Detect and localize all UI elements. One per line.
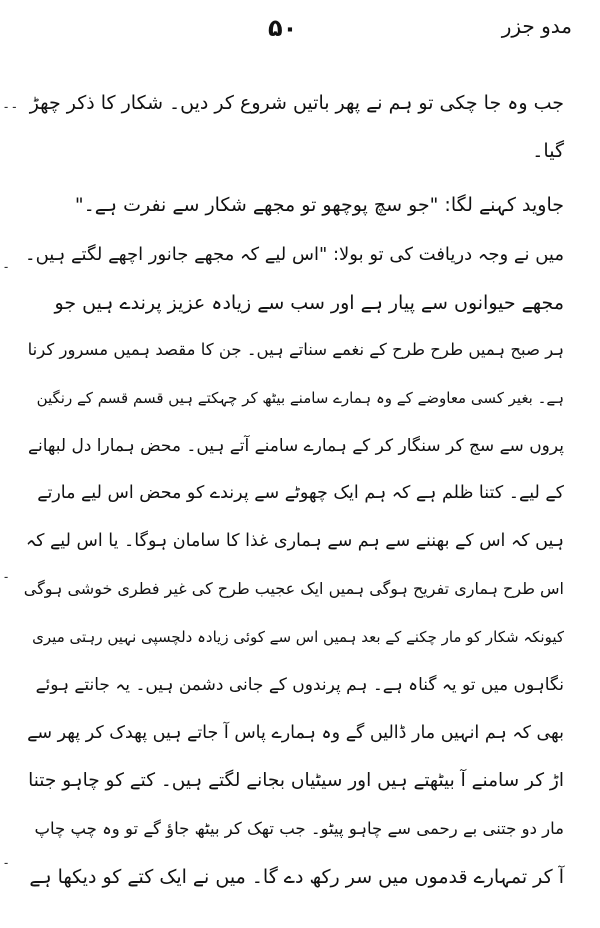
body-line: ہر صبح ہمیں طرح طرح کے نغمے سناتے ہیں۔ جن کا مقصد ہمیں مسرور کرنا (27, 340, 564, 359)
body-line: اڑ کر سامنے آ بیٹھتے ہیں اور سیٹیاں بجانے لگتے ہیں۔ کتے کو چاہو جتنا (28, 770, 564, 791)
margin-mark: ۔ (2, 566, 11, 582)
body-line: گیا۔ (532, 140, 564, 162)
body-line: مجھے حیوانوں سے پیار ہے اور سب سے زیادہ عزیز پرندے ہیں جو (54, 292, 564, 314)
body-line: جب وہ جا چکی تو ہم نے پھر باتیں شروع کر دیں۔ شکار کا ذکر چھڑ (29, 92, 564, 114)
body-line: کے لیے۔ کتنا ظلم ہے کہ ہم ایک چھوٹے سے پرندے کو محض اس لیے مارتے (37, 483, 564, 503)
body-line: بھی کہ ہم انہیں مار ڈالیں گے وہ ہمارے پاس آ جاتے ہیں پھدک کر پھر سے (27, 723, 564, 743)
body-line: مار دو جتنی بے رحمی سے چاہو پیٹو۔ جب تھک کر بیٹھ جاؤ گے تو وہ چپ چاپ (34, 819, 564, 838)
body-line: نگاہوں میں تو یہ گناہ ہے۔ ہم پرندوں کے جانی دشمن ہیں۔ یہ جانتے ہوئے (35, 675, 564, 695)
margin-mark: ۔ (2, 852, 11, 868)
running-header-title: مدو جزر (501, 14, 572, 38)
body-line: پروں سے سج کر سنگار کر کے ہمارے سامنے آتے ہیں۔ محض ہمارا دل لبھانے (28, 436, 564, 456)
margin-mark: ۔ (2, 256, 11, 272)
body-line: میں نے وجہ دریافت کی تو بولا: "اس لیے کہ مجھے جانور اچھے لگتے ہیں۔ (25, 244, 564, 265)
body-line: کیونکہ شکار کو مار چکنے کے بعد ہمیں اس سے کوئی زیادہ دلچسپی نہیں رہتی میری (32, 628, 564, 646)
body-line: ہیں کہ اس کے بھننے سے ہم سے ہماری غذا کا سامان ہوگا۔ یا اس لیے کہ (25, 531, 564, 551)
margin-mark: ۔۔ (2, 96, 19, 112)
body-line: آ کر تمہارے قدموں میں سر رکھ دے گا۔ میں نے ایک کتے کو دیکھا ہے (29, 866, 564, 888)
body-line: ہے۔ بغیر کسی معاوضے کے وہ ہمارے سامنے بیٹھ کر چہکتے ہیں قسم قسم کے رنگین (36, 389, 564, 407)
body-line: جاوید کہنے لگا: "جو سچ پوچھو تو مجھے شکار سے نفرت ہے۔" (74, 194, 564, 216)
page-number: ۵۰ (268, 14, 298, 42)
body-line: اس طرح ہماری تفریح ہوگی ہمیں ایک عجیب طرح کی غیر فطری خوشی ہوگی (23, 579, 564, 598)
